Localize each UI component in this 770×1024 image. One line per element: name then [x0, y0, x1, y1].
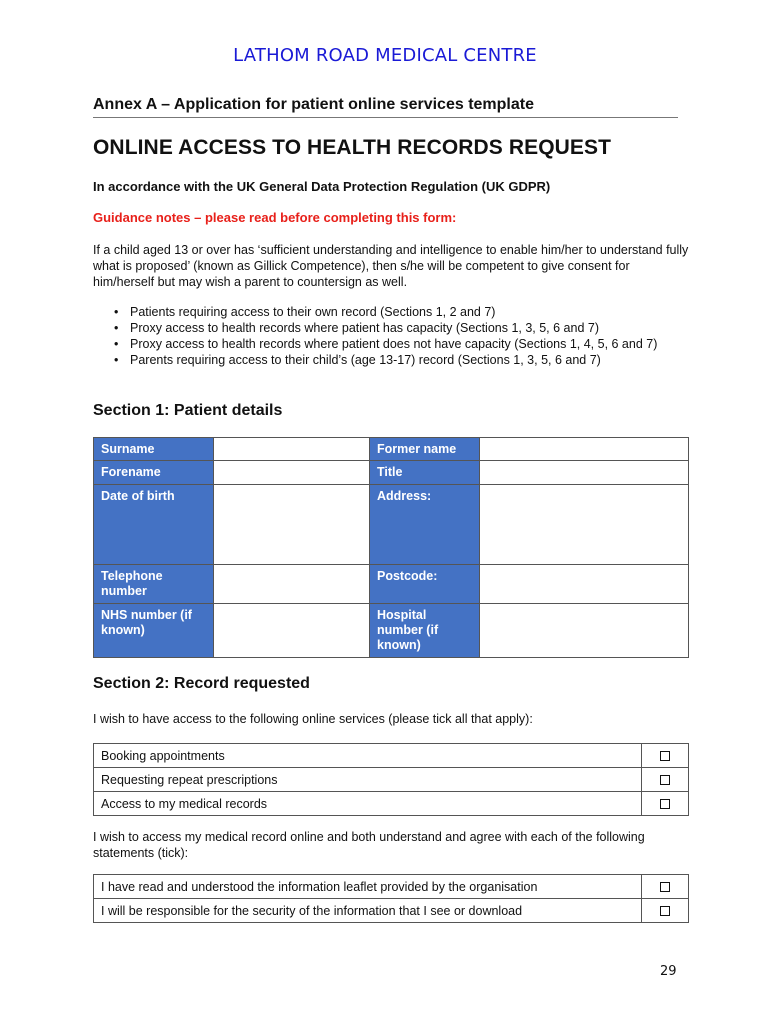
list-item: • Patients requiring access to their own record (Sections 1, 2 and 7) — [93, 304, 693, 320]
regulation-subtitle: In accordance with the UK General Data Protection Regulation (UK GDPR) — [93, 179, 551, 194]
statements-intro: I wish to access my medical record online and both understand and agree with each of the following statements (tick): — [93, 830, 645, 860]
guidance-heading: Guidance notes – please read before completing this form: — [93, 210, 457, 225]
annex-divider — [93, 117, 678, 118]
address-field[interactable] — [480, 485, 689, 565]
practice-name: LATHOM ROAD MEDICAL CENTRE — [233, 45, 537, 66]
security-responsibility-checkbox[interactable] — [642, 899, 689, 923]
nhs-number-field[interactable] — [214, 604, 370, 658]
section1-heading: Section 1: Patient details — [93, 402, 283, 419]
services-table — [93, 743, 689, 816]
patient-details-table — [93, 437, 689, 658]
telephone-label: Telephone number — [94, 565, 214, 604]
service-label: Booking appointments — [94, 744, 642, 768]
service-label: Requesting repeat prescriptions — [94, 768, 642, 792]
sections-guidance-list — [93, 304, 693, 368]
checkbox-icon — [660, 751, 670, 761]
statement-label: I will be responsible for the security of the information that I see or download — [94, 899, 642, 923]
list-item: • Proxy access to health records where patient does not have capacity (Sections 1, 4, 5, 6 and 7) — [93, 336, 693, 352]
postcode-field[interactable] — [480, 565, 689, 604]
checkbox-icon — [660, 775, 670, 785]
checkbox-icon — [660, 882, 670, 892]
service-label: Access to my medical records — [94, 792, 642, 816]
surname-field[interactable] — [214, 438, 370, 461]
checkbox-icon — [660, 906, 670, 916]
dob-label: Date of birth — [94, 485, 214, 565]
postcode-label: Postcode: — [370, 565, 480, 604]
section2-heading: Section 2: Record requested — [93, 675, 310, 692]
former-name-label: Former name — [370, 438, 480, 461]
table-row — [94, 744, 689, 768]
forename-label: Forename — [94, 461, 214, 485]
title-label: Title — [370, 461, 480, 485]
forename-field[interactable] — [214, 461, 370, 485]
hospital-number-label: Hospital number (if known) — [370, 604, 480, 658]
repeat-prescriptions-checkbox[interactable] — [642, 768, 689, 792]
checkbox-icon — [660, 799, 670, 809]
former-name-field[interactable] — [480, 438, 689, 461]
table-row — [94, 768, 689, 792]
booking-appointments-checkbox[interactable] — [642, 744, 689, 768]
address-label: Address: — [370, 485, 480, 565]
services-intro: I wish to have access to the following online services (please tick all that apply): — [93, 712, 533, 726]
list-item: • Proxy access to health records where patient has capacity (Sections 1, 3, 5, 6 and 7) — [93, 320, 693, 336]
telephone-field[interactable] — [214, 565, 370, 604]
title-field[interactable] — [480, 461, 689, 485]
medical-records-checkbox[interactable] — [642, 792, 689, 816]
page-title: ONLINE ACCESS TO HEALTH RECORDS REQUEST — [93, 136, 612, 159]
gillick-paragraph: If a child aged 13 or over has ‘sufficient understanding and intelligence to enable him/her to understand fully what is proposed’ (known as Gillick Competence), then s/he will be competent to give consent for him/herself but may wish a parent to countersign as well. — [93, 243, 689, 289]
dob-field[interactable] — [214, 485, 370, 565]
leaflet-read-checkbox[interactable] — [642, 875, 689, 899]
surname-label: Surname — [94, 438, 214, 461]
table-row — [94, 899, 689, 923]
page-number: 29 — [660, 964, 677, 979]
table-row — [94, 875, 689, 899]
nhs-number-label: NHS number (if known) — [94, 604, 214, 658]
table-row — [94, 792, 689, 816]
statement-label: I have read and understood the information leaflet provided by the organisation — [94, 875, 642, 899]
annex-title: Annex A – Application for patient online services template — [93, 96, 534, 113]
hospital-number-field[interactable] — [480, 604, 689, 658]
statements-table — [93, 874, 689, 923]
list-item: • Parents requiring access to their child’s (age 13-17) record (Sections 1, 3, 5, 6 and 7) — [93, 352, 693, 368]
